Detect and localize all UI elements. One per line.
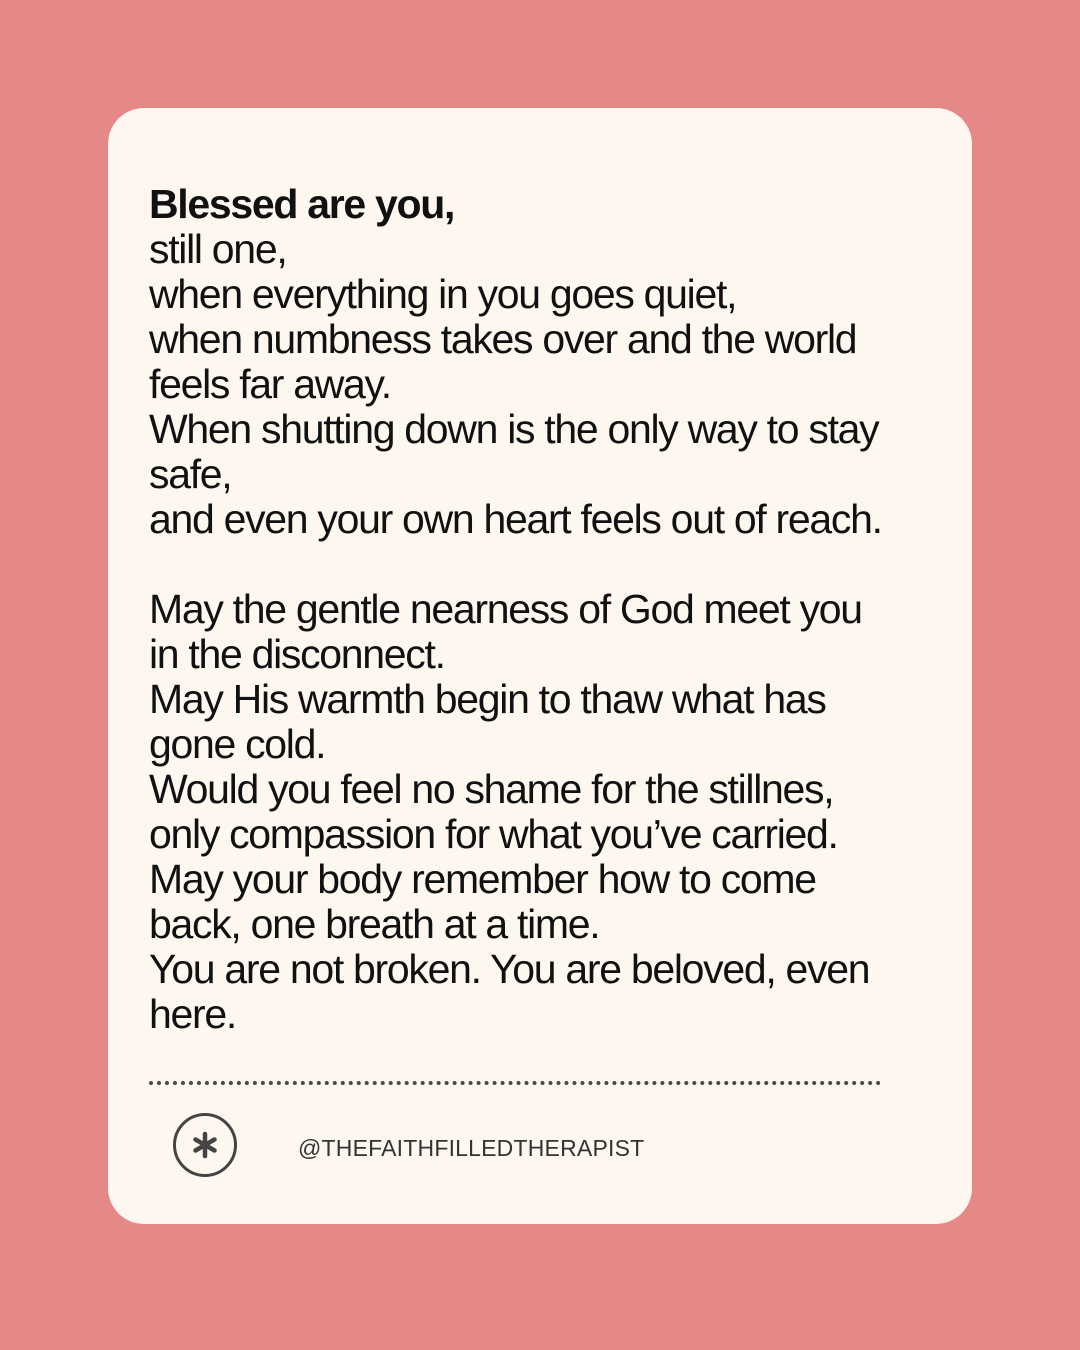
poem-line: and even your own heart feels out of reach.	[149, 496, 882, 542]
dotted-divider	[149, 1081, 881, 1085]
poem-text	[149, 182, 949, 1037]
poem-line: back, one breath at a time.	[149, 901, 600, 947]
asterisk-icon	[173, 1113, 237, 1177]
poem-line: in the disconnect.	[149, 631, 445, 677]
poem-line: only compassion for what you’ve carried.	[149, 811, 838, 857]
poem-line: when everything in you goes quiet,	[149, 271, 737, 317]
poem-title: Blessed are you,	[149, 181, 455, 227]
poem-line: May His warmth begin to thaw what has	[149, 676, 826, 722]
poem-line: here.	[149, 991, 236, 1037]
poem-line: When shutting down is the only way to stay	[149, 406, 879, 452]
poem-line: safe,	[149, 451, 232, 497]
poem-line: May the gentle nearness of God meet you	[149, 586, 862, 632]
asterisk-icon-glyph	[176, 1116, 234, 1174]
poem-line: still one,	[149, 226, 287, 272]
poem-line: gone cold.	[149, 721, 326, 767]
poem-line: Would you feel no shame for the stillnes,	[149, 766, 834, 812]
poem-line: May your body remember how to come	[149, 856, 816, 902]
author-handle: @THEFAITHFILLEDTHERAPIST	[298, 1135, 645, 1161]
poem-line: when numbness takes over and the world	[149, 316, 857, 362]
stanza-break	[149, 542, 949, 587]
poem-line: feels far away.	[149, 361, 391, 407]
poem-card	[108, 108, 972, 1224]
poem-line: You are not broken. You are beloved, even	[149, 946, 870, 992]
